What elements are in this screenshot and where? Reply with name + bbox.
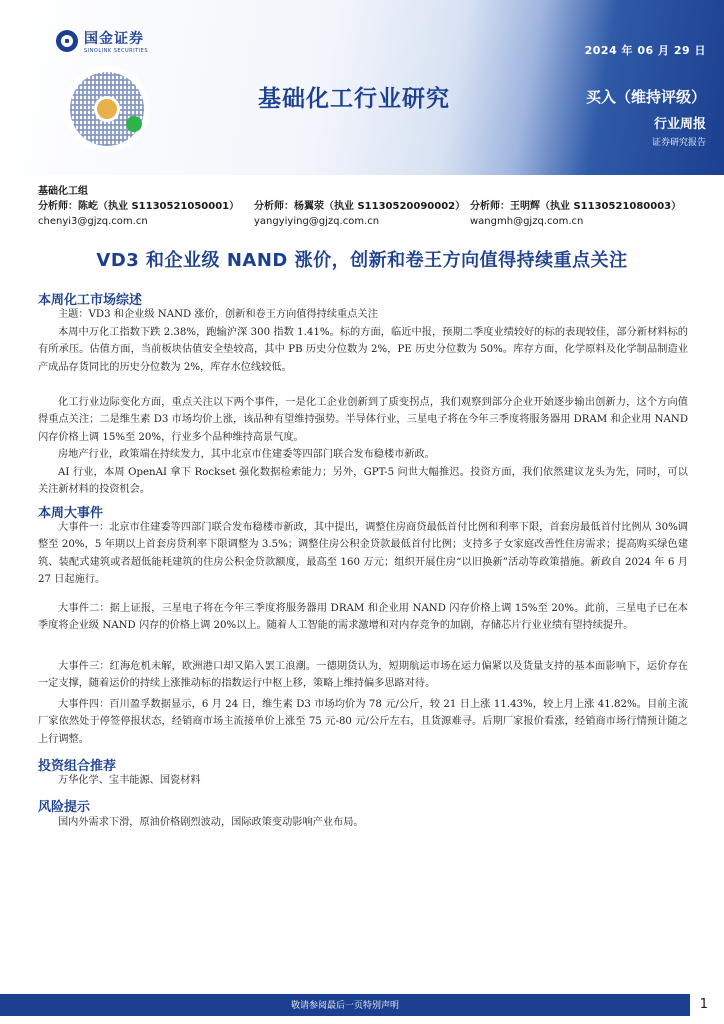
event-paragraph: 大事件四：百川盈孚数据显示，6 月 24 日，维生素 D3 市场均价为 78 元/公斤，较 21 日上涨 11.43%，较上月上涨 41.82%。目前主流厂家依然处于停签停报状态，经销商市场主流接单价上涨至 75 元-80 元/公斤左右，且货源难寻。后期厂家报价看涨，经销商市场行情预计随之上行调整。 [38, 699, 688, 745]
page-number: 1 [699, 997, 708, 1012]
footer-disclaimer: 敬请参阅最后一页特别声明 [290, 1001, 399, 1011]
analyst-name: 分析师：杨翼荥（执业 S1130520090002） [254, 201, 466, 212]
analyst-email: wangmh@gjzq.com.cn [470, 216, 584, 227]
analyst-name: 分析师：王明辉（执业 S1130521080003） [470, 201, 682, 212]
market-paragraph: 化工行业边际变化方面，重点关注以下两个事件，一是化工企业创新到了质变拐点，我们观察到部分企业开始逐步输出创新力，这个方向值得重点关注；二是维生素 D3 市场均价上涨，该品种有望维持强势。半导体行业，三星电子将在今年三季度将服务器用 DRAM 和企业用 NAND 闪存价格上调 15%至 20%，行业多个品种维持高景气度。 [38, 397, 688, 443]
event-paragraph: 大事件二：据上证报，三星电子将在今年三季度将服务器用 DRAM 和企业用 NAND 闪存价格上调 15%至 20%。此前，三星电子已在本季度将企业级 NAND 闪存的价格上调 20%以上。随着人工智能的需求激增和对内存竞争的加剧，存储芯片行业业绩有望持续提升。 [38, 603, 688, 632]
section-title-market: 本周化工市场综述 [38, 293, 143, 308]
section-title-portfolio: 投资组合推荐 [38, 759, 117, 774]
market-paragraph: AI 行业，本周 OpenAI 拿下 Rockset 强化数据检索能力；另外，GPT-5 问世大幅推迟。投资方面，我们依然建议龙头为先，同时，可以关注新材料的投资机会。 [38, 467, 688, 496]
qr-badge-icon [126, 116, 142, 132]
analyst-1 [38, 199, 239, 229]
logo-english-name: SINOLINK SECURITIES [84, 48, 148, 54]
report-title: 基础化工行业研究 [258, 86, 450, 112]
headline: VD3 和企业级 NAND 涨价，创新和卷王方向值得持续重点关注 [96, 250, 628, 271]
analyst-2 [254, 199, 465, 229]
risk-paragraph: 国内外需求下滑，原油价格剧烈波动，国际政策变动影响产业布局。 [58, 817, 364, 828]
company-logo [56, 28, 148, 54]
event-paragraph: 大事件一：北京市住建委等四部门联合发布稳楼市新政，其中提出，调整住房商贷最低首付比例和利率下限，首套房最低首付比例从 30%调整至 20%，5 年期以上首套房贷利率下限调整为 3.5%；调整住房公积金贷款最低首付比例；支持多子女家庭改善性住房需求；提高购买绿色建筑、装配式建筑或者超低能耗建筑的住房公积金贷款额度，最高至 160 万元；组织开展住房“以旧换新”活动等政策措施。新政自 2024 年 6 月 27 日起施行。 [38, 522, 688, 586]
market-paragraph: 本周中万化工指数下跌 2.38%，跑输沪深 300 指数 1.41%。标的方面，临近中报，预期二季度业绩较好的标的表现较佳，部分新材料标的有所承压。估值方面，当前板块估值安全垫较高，其中 PB 历史分位数为 2%，PE 历史分位数为 50%。库存方面，化学原料及化学制品制造业产成品存货同比的历史分位数为 2%，库存水位线较低。 [38, 327, 688, 373]
header-banner [0, 0, 724, 175]
logo-mark-icon [56, 30, 78, 52]
analyst-email: chenyi3@gjzq.com.cn [38, 216, 148, 227]
logo-name: 国金证券 [84, 31, 144, 47]
market-paragraph: 房地产行业，政策端在持续发力，其中北京市住建委等四部门联合发布稳楼市新政。 [58, 449, 435, 460]
portfolio-paragraph: 万华化学、宝丰能源、国瓷材料 [58, 775, 201, 786]
market-paragraph: 主题：VD3 和企业级 NAND 涨价，创新和卷王方向值得持续重点关注 [58, 309, 378, 320]
qr-code-icon [64, 66, 150, 152]
analyst-block [38, 184, 698, 199]
qr-center-logo-icon [94, 96, 120, 122]
analyst-3 [470, 199, 681, 229]
report-type: 证券研究报告 [651, 138, 706, 148]
analyst-name: 分析师：陈屹（执业 S1130521050001） [38, 201, 240, 212]
analyst-email: yangyiying@gjzq.com.cn [254, 216, 380, 227]
section-title-risk: 风险提示 [38, 800, 91, 815]
rating-label: 买入（维持评级） [585, 88, 706, 106]
report-date: 2024 年 06 月 29 日 [584, 44, 706, 57]
section-title-events: 本周大事件 [38, 506, 104, 521]
event-paragraph: 大事件三：红海危机未解，欧洲港口却又陷入罢工浪潮。一德期货认为，短期航运市场在运力偏紧以及货量支持的基本面影响下，运价存在一定支撑，随着运价的持续上涨推动标的指数运行中枢上移，策略上维持偏多思路对待。 [38, 661, 688, 690]
report-kind: 行业周报 [653, 117, 706, 132]
analyst-group: 基础化工组 [38, 186, 88, 197]
